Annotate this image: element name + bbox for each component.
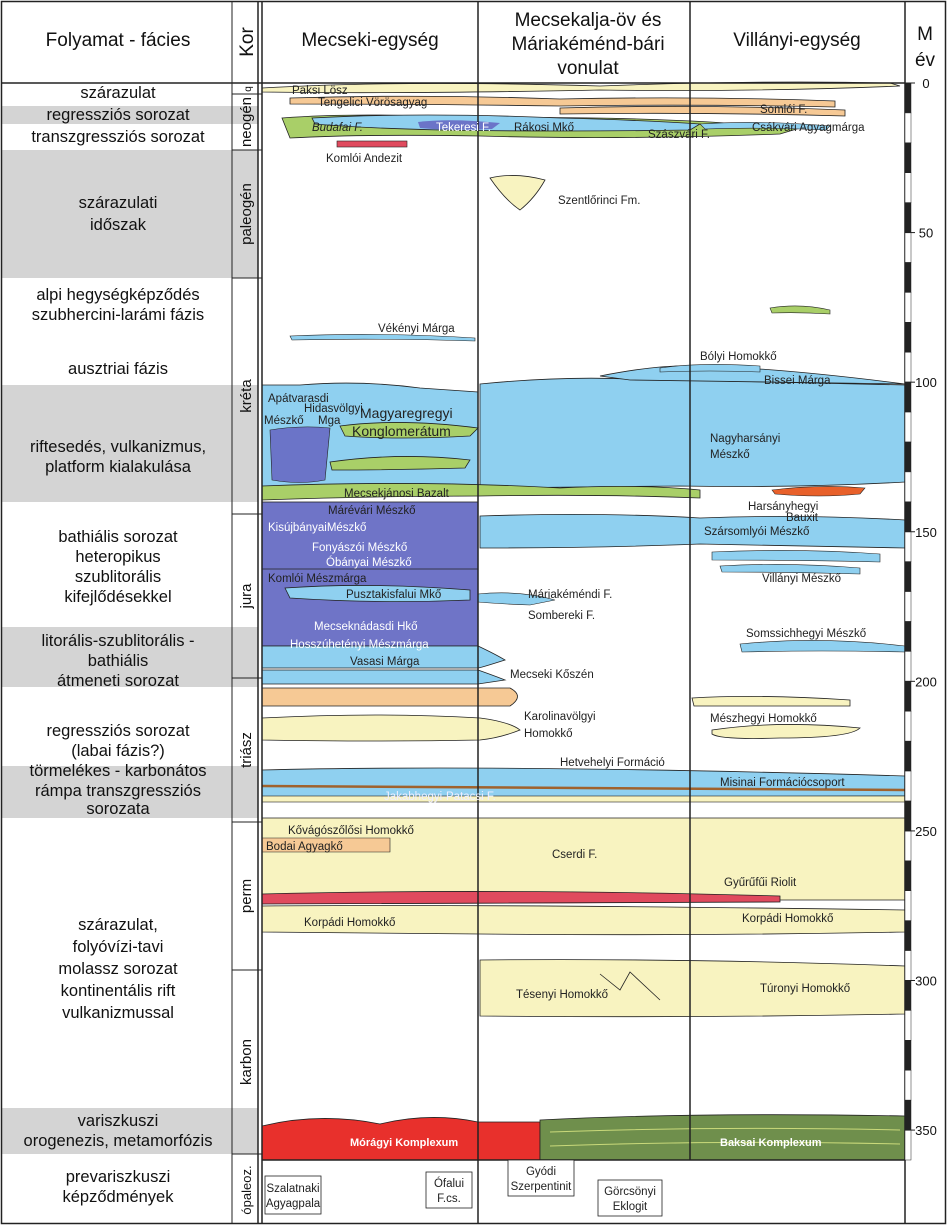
header-mid-3: vonulat bbox=[557, 58, 619, 79]
scale-segment bbox=[905, 831, 911, 861]
process-label: szárazulat bbox=[80, 84, 156, 102]
formation-label: Misinai Formációcsoport bbox=[720, 777, 845, 789]
basement-label: Eklogit bbox=[612, 1201, 648, 1213]
scale-segment bbox=[905, 322, 911, 352]
header bbox=[46, 10, 936, 79]
scale-segment bbox=[905, 651, 911, 681]
process-label: szubhercini-larámi fázis bbox=[31, 306, 205, 324]
scale-segment bbox=[905, 981, 911, 1011]
formation-label: Somlói F. bbox=[760, 104, 808, 116]
scale-segment bbox=[905, 143, 911, 173]
formation-label: Konglomerátum bbox=[352, 423, 451, 439]
scale-segment bbox=[905, 741, 911, 771]
process-label: kontinentális rift bbox=[60, 982, 176, 1000]
formation-label: Szászvári F. bbox=[648, 129, 710, 141]
formation-label: Budafai F. bbox=[312, 122, 363, 134]
scale-segment bbox=[905, 801, 911, 831]
process-label: szárazulat, bbox=[78, 916, 158, 934]
process-label: időszak bbox=[90, 216, 146, 234]
formation-label: Mészkő bbox=[710, 449, 750, 461]
scale-segment bbox=[905, 203, 911, 233]
scale-segment bbox=[905, 382, 911, 412]
formation-label: Mészkő bbox=[264, 415, 304, 427]
process-label: rámpa transzgressziós bbox=[35, 782, 201, 800]
formation-label: Komlói Mészmárga bbox=[268, 573, 367, 585]
scale-segment bbox=[905, 472, 911, 502]
header-mecsek: Mecseki-egység bbox=[301, 30, 439, 51]
formation-label: KisújbányaiMészkő bbox=[268, 522, 367, 534]
formation-label: Márévári Mészkő bbox=[328, 505, 416, 517]
period-label: paleogén bbox=[238, 183, 255, 245]
period-label: perm bbox=[238, 878, 255, 914]
formation-label: Komlói Andezit bbox=[326, 153, 403, 165]
scale-segment bbox=[905, 412, 911, 442]
scale-segment bbox=[905, 622, 911, 652]
formation-label: Fonyászói Mészkő bbox=[312, 542, 408, 554]
header-mid-2: Máriakéménd-bári bbox=[511, 34, 665, 55]
scale-tick-label: 250 bbox=[915, 823, 937, 839]
process-label: szárazulati bbox=[78, 194, 158, 212]
process-label: prevariszkuszi bbox=[65, 1168, 171, 1186]
header-villany: Villányi-egység bbox=[733, 30, 861, 51]
formation-label: Bauxit bbox=[786, 512, 818, 524]
formation-label: Mga bbox=[318, 415, 341, 427]
scale-segment bbox=[905, 233, 911, 263]
scale-segment bbox=[905, 292, 911, 322]
process-label: képződmények bbox=[62, 1188, 174, 1206]
header-age: Kor bbox=[237, 27, 258, 57]
scale-segment bbox=[905, 83, 911, 113]
scale-segment bbox=[905, 891, 911, 921]
process-label: regressziós sorozat bbox=[46, 106, 190, 124]
formation-label: Bólyi Homokkő bbox=[700, 351, 777, 363]
formation-label: Máriakéméndi F. bbox=[528, 589, 613, 601]
formation-label: Somssichhegyi Mészkő bbox=[746, 628, 867, 640]
formation-label: Harsányhegyi bbox=[748, 501, 819, 513]
formation-label: Bodai Agyagkő bbox=[266, 841, 343, 853]
formation-label: Mecsekjánosi Bazalt bbox=[344, 488, 449, 500]
process-label: bathiális bbox=[87, 652, 149, 670]
process-label: törmelékes - karbonátos bbox=[29, 762, 207, 780]
formation-label: Magyaregregyi bbox=[360, 405, 453, 421]
scale-tick-label: 100 bbox=[915, 375, 937, 391]
period-label: kréta bbox=[238, 379, 255, 413]
process-label: bathiális sorozat bbox=[58, 528, 178, 546]
formation-label: Bissei Márga bbox=[764, 375, 831, 387]
scale-segment bbox=[905, 861, 911, 891]
scale-tick-label: 0 bbox=[922, 76, 930, 91]
process-label: folyóvízi-tavi bbox=[72, 938, 164, 956]
scale-segment bbox=[905, 1010, 911, 1040]
formation-label: Csákvári Agyagmárga bbox=[752, 122, 865, 134]
scale-segment bbox=[905, 352, 911, 382]
scale-segment bbox=[905, 771, 911, 801]
scale-segment bbox=[905, 681, 911, 711]
scale-segment bbox=[905, 951, 911, 981]
scale-segment bbox=[905, 1100, 911, 1130]
scale-segment bbox=[905, 1130, 911, 1160]
process-label: ausztriai fázis bbox=[68, 360, 168, 378]
process-label: platform kialakulása bbox=[45, 458, 191, 476]
scale-segment bbox=[905, 921, 911, 951]
process-label: molassz sorozat bbox=[58, 960, 178, 978]
period-label: karbon bbox=[238, 1039, 255, 1085]
formation-label: Hidasvölgyi bbox=[304, 403, 363, 415]
basement-label: F.cs. bbox=[437, 1193, 461, 1205]
basement-label: Görcsönyi bbox=[604, 1186, 656, 1198]
formation-label: Karolinavölgyi bbox=[524, 711, 596, 723]
formation-label: Korpádi Homokkő bbox=[742, 913, 834, 925]
formation-label: Mecseknádasdi Hkő bbox=[314, 621, 418, 633]
scale-segment bbox=[905, 113, 911, 143]
age-scale bbox=[905, 83, 911, 1160]
formation-label: Kővágószőlősi Homokkő bbox=[288, 825, 414, 837]
process-label: riftesedés, vulkanizmus, bbox=[29, 438, 207, 456]
formation-label: Hetvehelyi Formáció bbox=[560, 757, 665, 769]
period-label: jura bbox=[238, 583, 255, 609]
process-label: heteropikus bbox=[75, 548, 161, 566]
formation-label: Korpádi Homokkő bbox=[304, 917, 396, 929]
formation-label: Cserdi F. bbox=[552, 849, 598, 861]
formation-label: Baksai Komplexum bbox=[720, 1137, 822, 1149]
process-label: variszkuszi bbox=[77, 1112, 159, 1130]
basement-label: Szalatnaki bbox=[266, 1183, 320, 1195]
scale-segment bbox=[905, 562, 911, 592]
scale-tick-label: 300 bbox=[915, 973, 937, 989]
scale-segment bbox=[905, 592, 911, 622]
formation-label: Pusztakisfalui Mkő bbox=[346, 589, 442, 601]
basement-label: Szerpentinit bbox=[510, 1181, 572, 1193]
header-mid-1: Mecsekalja-öv és bbox=[514, 10, 662, 31]
formation-label: Apátvarasdi bbox=[268, 393, 329, 405]
formation-label: Homokkő bbox=[524, 728, 573, 740]
formation-label: Jakabhegyi-Patacsi F. bbox=[384, 791, 496, 803]
formation-label: Nagyharsányi bbox=[710, 433, 781, 445]
process-label: sorozata bbox=[86, 800, 150, 818]
header-scale-m: M bbox=[917, 24, 933, 45]
formation-label: Villányi Mészkő bbox=[762, 573, 842, 585]
scale-segment bbox=[905, 173, 911, 203]
scale-segment bbox=[905, 442, 911, 472]
formation-label: Óbányai Mészkő bbox=[326, 557, 412, 569]
process-label: orogenezis, metamorfózis bbox=[23, 1132, 213, 1150]
process-label: transzgressziós sorozat bbox=[31, 128, 205, 146]
scale-tick-label: 150 bbox=[915, 524, 937, 540]
scale-segment bbox=[905, 532, 911, 562]
period-label: q bbox=[243, 86, 254, 92]
process-label: szublitorális bbox=[74, 568, 162, 586]
formation-label: Vasasi Márga bbox=[350, 656, 420, 668]
formation-label: Túronyi Homokkő bbox=[760, 983, 851, 995]
formation-label: Tésenyi Homokkő bbox=[516, 989, 609, 1001]
formation-label: Rákosi Mkő bbox=[514, 122, 575, 134]
period-label: neogén bbox=[238, 96, 255, 148]
scale-segment bbox=[905, 1070, 911, 1100]
formation-label: Gyűrűfűi Riolit bbox=[724, 877, 797, 889]
basement-label: Agyagpala bbox=[265, 1198, 321, 1210]
scale-tick-label: 350 bbox=[915, 1123, 937, 1139]
formation-label: Hosszúhetényi Mészmárga bbox=[290, 639, 429, 651]
formation-label: Mórágyi Komplexum bbox=[350, 1137, 459, 1149]
formation-label: Mészhegyi Homokkő bbox=[710, 713, 817, 725]
basement-label: Ófalui bbox=[433, 1178, 465, 1190]
period-label: triász bbox=[238, 732, 255, 768]
formation-label: Tekeresi F. bbox=[436, 122, 491, 134]
process-label: alpi hegységképződés bbox=[36, 286, 200, 304]
process-label: litorális-szublitorális - bbox=[41, 632, 195, 650]
scale-segment bbox=[905, 1040, 911, 1070]
header-scale-ev: év bbox=[914, 50, 936, 71]
formation-label: Tengelici Vörösagyag bbox=[318, 97, 428, 109]
process-label: (labai fázis?) bbox=[71, 742, 165, 760]
basement-boxes bbox=[265, 1160, 662, 1216]
formation-label: Sombereki F. bbox=[528, 610, 596, 622]
formation-label: Mecseki Kőszén bbox=[510, 669, 594, 681]
process-label: átmeneti sorozat bbox=[57, 672, 179, 690]
scale-segment bbox=[905, 502, 911, 532]
period-label: ópaleoz. bbox=[239, 1165, 254, 1215]
header-process: Folyamat - fácies bbox=[45, 30, 191, 51]
basement-label: Gyódi bbox=[525, 1166, 557, 1178]
process-label: regressziós sorozat bbox=[46, 722, 190, 740]
formation-label: Paksi Lösz bbox=[292, 85, 348, 97]
formation-label: Szentlőrinci Fm. bbox=[558, 195, 641, 207]
formation-label: Vékényi Márga bbox=[378, 323, 455, 335]
formation-label: Szársomlyói Mészkő bbox=[704, 526, 810, 538]
scale-segment bbox=[905, 263, 911, 293]
process-label: kifejlődésekkel bbox=[64, 588, 172, 606]
scale-tick-label: 50 bbox=[918, 225, 934, 241]
process-label: vulkanizmussal bbox=[62, 1004, 174, 1022]
scale-tick-label: 200 bbox=[915, 674, 937, 690]
scale-segment bbox=[905, 711, 911, 741]
